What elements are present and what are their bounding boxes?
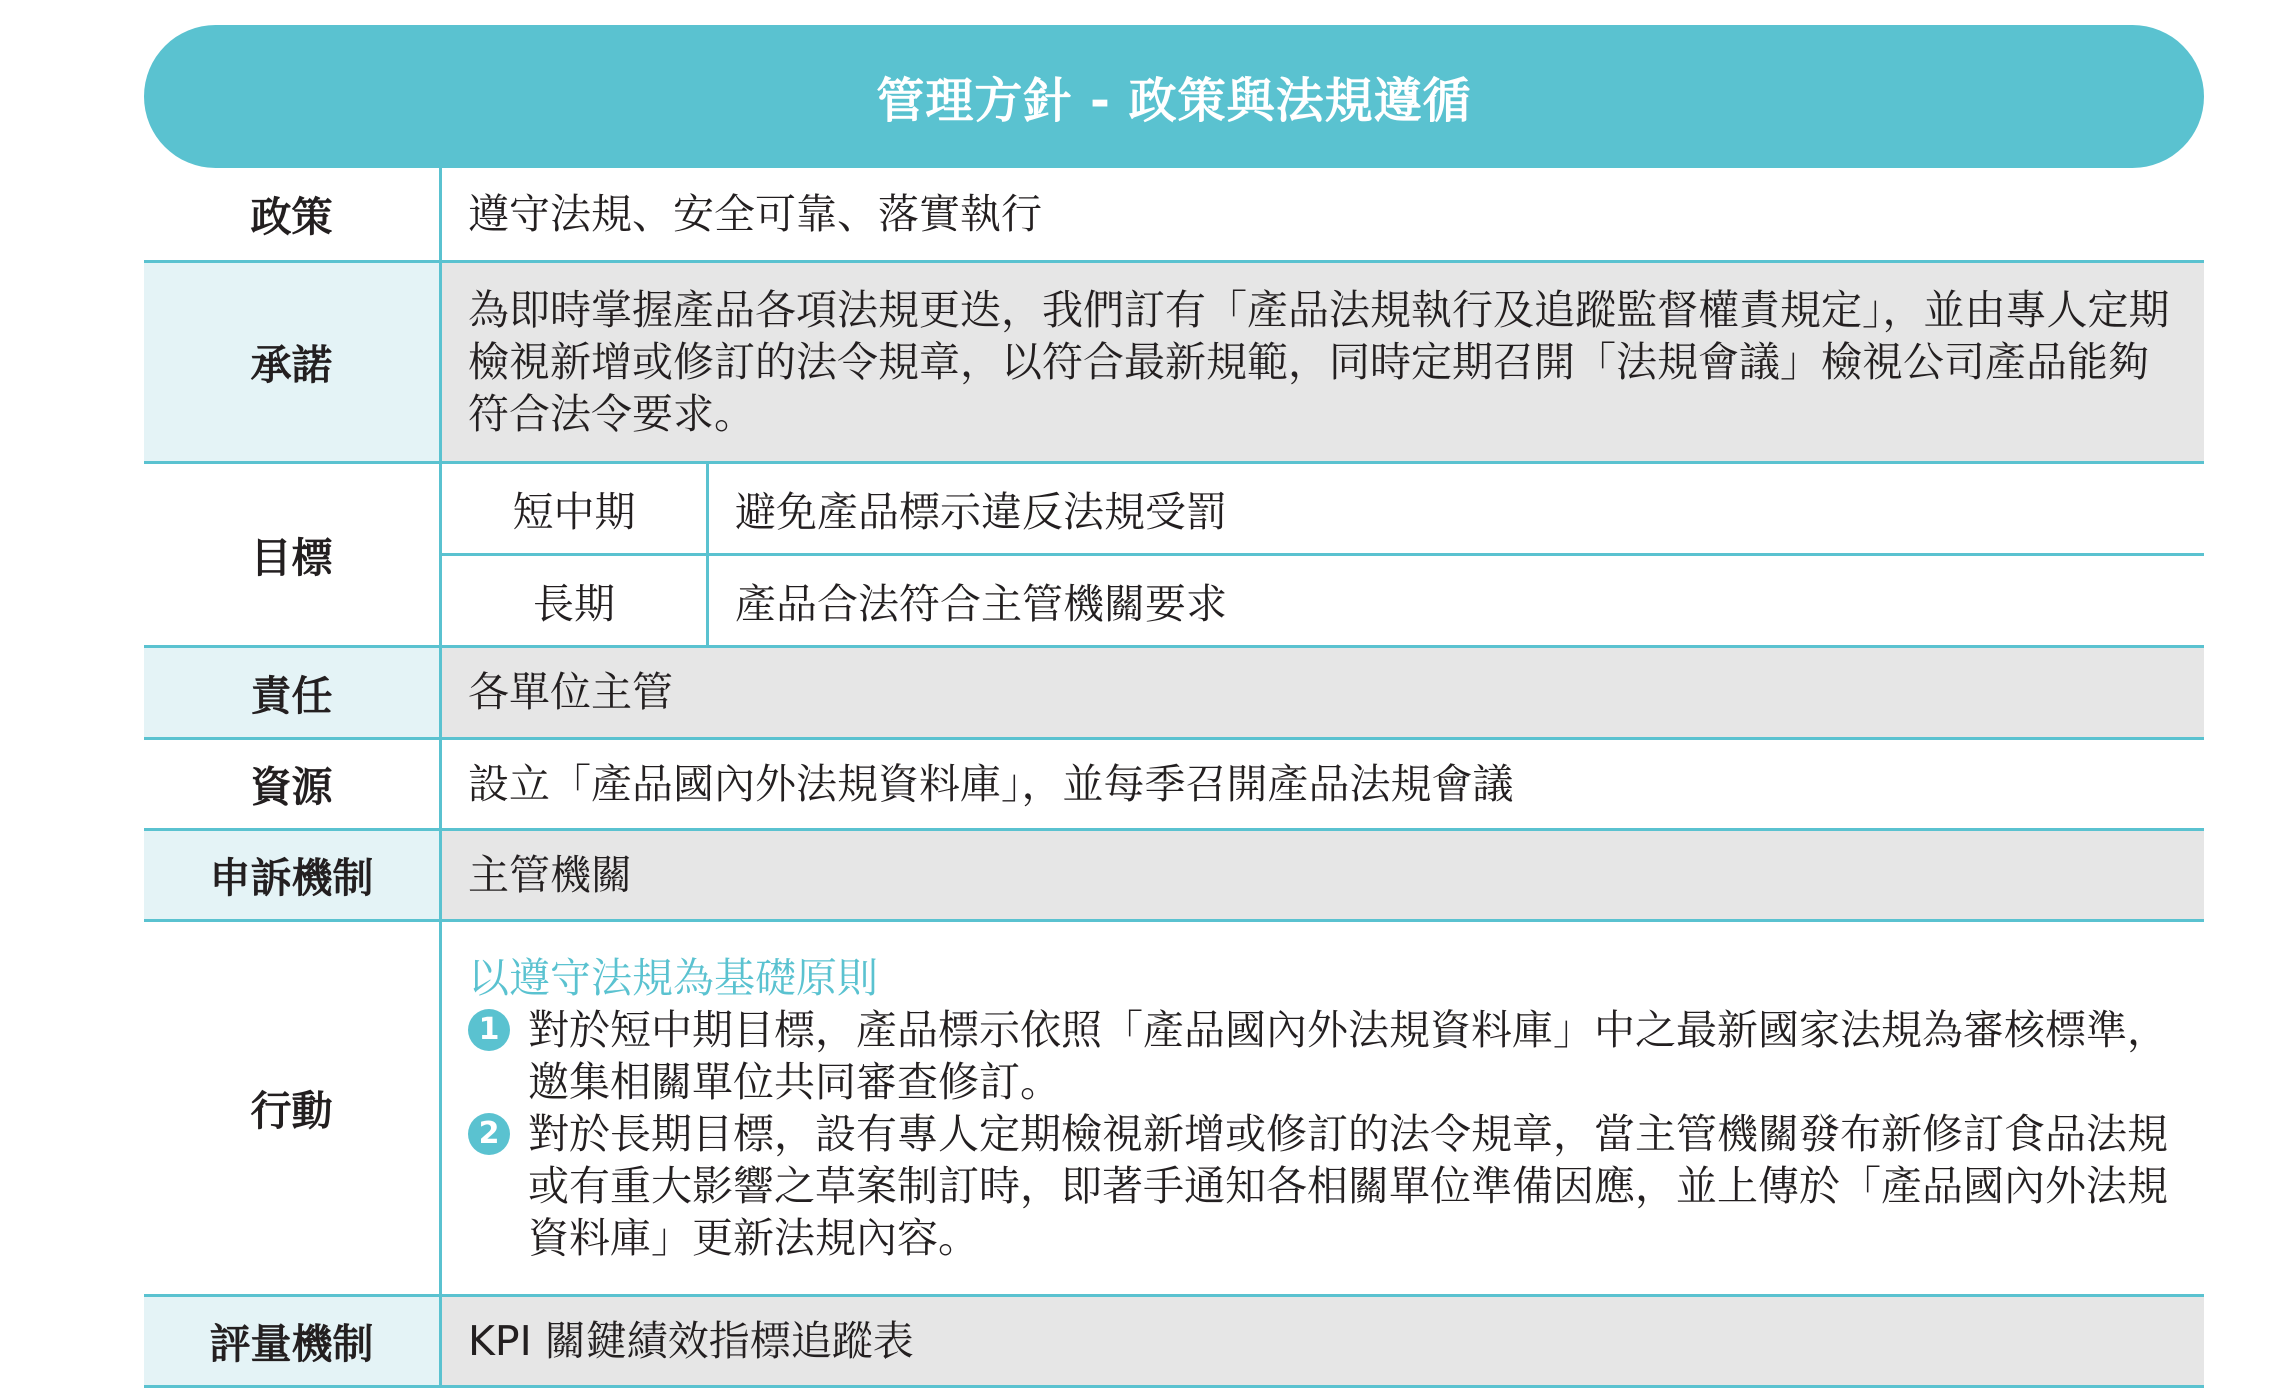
content-resources: 設立「產品國內外法規資料庫」，並每季召開產品法規會議 [441, 738, 2205, 829]
goals-table [442, 464, 2204, 645]
row-commitment [144, 261, 2204, 462]
row-resources [144, 738, 2204, 829]
row-goals [144, 462, 2204, 646]
row-grievance [144, 829, 2204, 920]
label-policy: 政策 [144, 168, 441, 261]
header-banner [144, 25, 2204, 168]
goal-row [442, 464, 2204, 555]
goal-text-short: 避免產品標示違反法規受罰 [708, 464, 2205, 555]
label-commitment: 承諾 [144, 261, 441, 462]
page-title: 管理方針 - 政策與法規遵循 [876, 73, 1472, 129]
goals-cell [441, 462, 2205, 646]
content-policy: 遵守法規、安全可靠、落實執行 [441, 168, 2205, 261]
label-grievance: 申訴機制 [144, 829, 441, 920]
action-item [468, 1108, 2178, 1264]
label-resources: 資源 [144, 738, 441, 829]
label-actions: 行動 [144, 920, 441, 1295]
label-goals: 目標 [144, 462, 441, 646]
policy-table [144, 168, 2204, 1388]
number-1-icon: 1 [468, 1009, 510, 1051]
row-actions [144, 920, 2204, 1295]
row-evaluation [144, 1295, 2204, 1386]
content-commitment: 為即時掌握產品各項法規更迭，我們訂有「產品法規執行及追蹤監督權責規定」，並由專人定期檢視新增或修訂的法令規章，以符合最新規範，同時定期召開「法規會議」檢視公司產品能夠符合法令要求。 [441, 261, 2205, 462]
goal-text-long: 產品合法符合主管機關要求 [708, 554, 2205, 645]
number-2-icon: 2 [468, 1113, 510, 1155]
row-policy [144, 168, 2204, 261]
content-responsibility: 各單位主管 [441, 646, 2205, 738]
content-evaluation: KPI 關鍵績效指標追蹤表 [441, 1295, 2205, 1386]
action-item [468, 1004, 2178, 1108]
goal-term-short: 短中期 [442, 464, 708, 555]
action-text-1: 對於短中期目標，產品標示依照「產品國內外法規資料庫」中之最新國家法規為審核標準，邀集相關單位共同審查修訂。 [528, 1005, 2168, 1106]
content-actions [441, 920, 2205, 1295]
actions-heading: 以遵守法規為基礎原則 [468, 953, 878, 1002]
action-text-2: 對於長期目標，設有專人定期檢視新增或修訂的法令規章，當主管機關發布新修訂食品法規或有重大影響之草案制訂時，即著手通知各相關單位準備因應，並上傳於「產品國內外法規資料庫」更新法規內容。 [528, 1109, 2168, 1262]
goal-term-long: 長期 [442, 554, 708, 645]
goal-row [442, 554, 2204, 645]
label-evaluation: 評量機制 [144, 1295, 441, 1386]
row-responsibility [144, 646, 2204, 738]
label-responsibility: 責任 [144, 646, 441, 738]
content-grievance: 主管機關 [441, 829, 2205, 920]
